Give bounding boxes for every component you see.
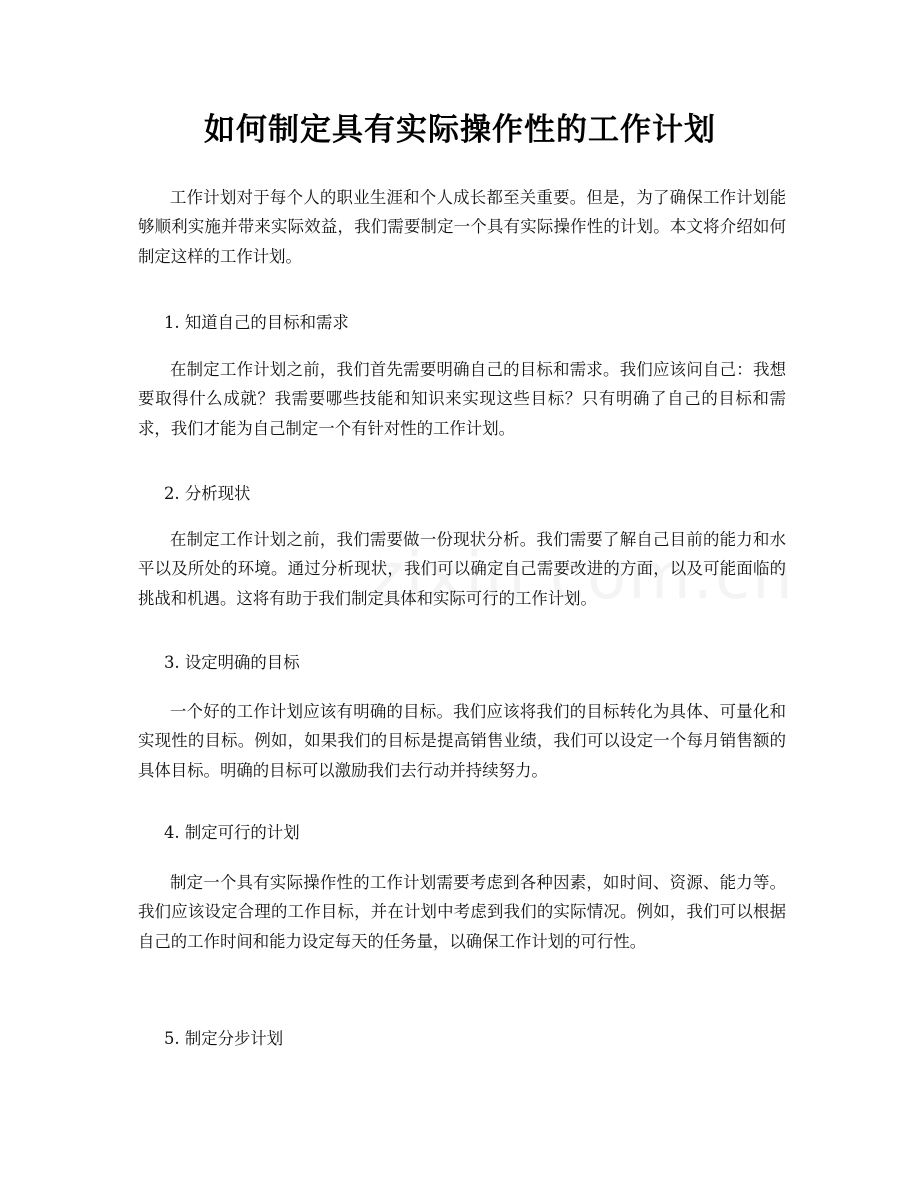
section-heading-2: 2. 分析现状 <box>164 484 251 503</box>
section-heading-3: 3. 设定明确的目标 <box>164 653 300 672</box>
section-body-4: 制定一个具有实际操作性的工作计划需要考虑到各种因素，如时间、资源、能力等。我们应该设定合理的工作目标，并在计划中考虑到我们的实际情况。例如，我们可以根据自己的工作时间和能力设定每天的任务量，以确保工作计划的可行性。 <box>138 873 786 951</box>
section-heading-4: 4. 制定可行的计划 <box>164 823 300 842</box>
section-heading-1: 1. 知道自己的目标和需求 <box>164 313 349 332</box>
page-title: 如何制定具有实际操作性的工作计划 <box>204 112 716 148</box>
section-body-2: 在制定工作计划之前，我们需要做一份现状分析。我们需要了解自己目前的能力和水平以及所处的环境。通过分析现状，我们可以确定自己需要改进的方面，以及可能面临的挑战和机遇。这将有助于我们制定具体和实际可行的工作计划。 <box>138 530 786 608</box>
section-body-3: 一个好的工作计划应该有明确的目标。我们应该将我们的目标转化为具体、可量化和实现性的目标。例如，如果我们的目标是提高销售业绩，我们可以设定一个每月销售额的具体目标。明确的目标可以激励我们去行动并持续努力。 <box>138 702 786 780</box>
section-heading-5: 5. 制定分步计划 <box>164 1029 284 1048</box>
section-body-1: 在制定工作计划之前，我们首先需要明确自己的目标和需求。我们应该问自己：我想要取得什么成就？我需要哪些技能和知识来实现这些目标？只有明确了自己的目标和需求，我们才能为自己制定一个有针对性的工作计划。 <box>138 360 786 438</box>
intro-paragraph: 工作计划对于每个人的职业生涯和个人成长都至关重要。但是，为了确保工作计划能够顺利实施并带来实际效益，我们需要制定一个具有实际操作性的计划。本文将介绍如何制定这样的工作计划。 <box>138 188 786 266</box>
